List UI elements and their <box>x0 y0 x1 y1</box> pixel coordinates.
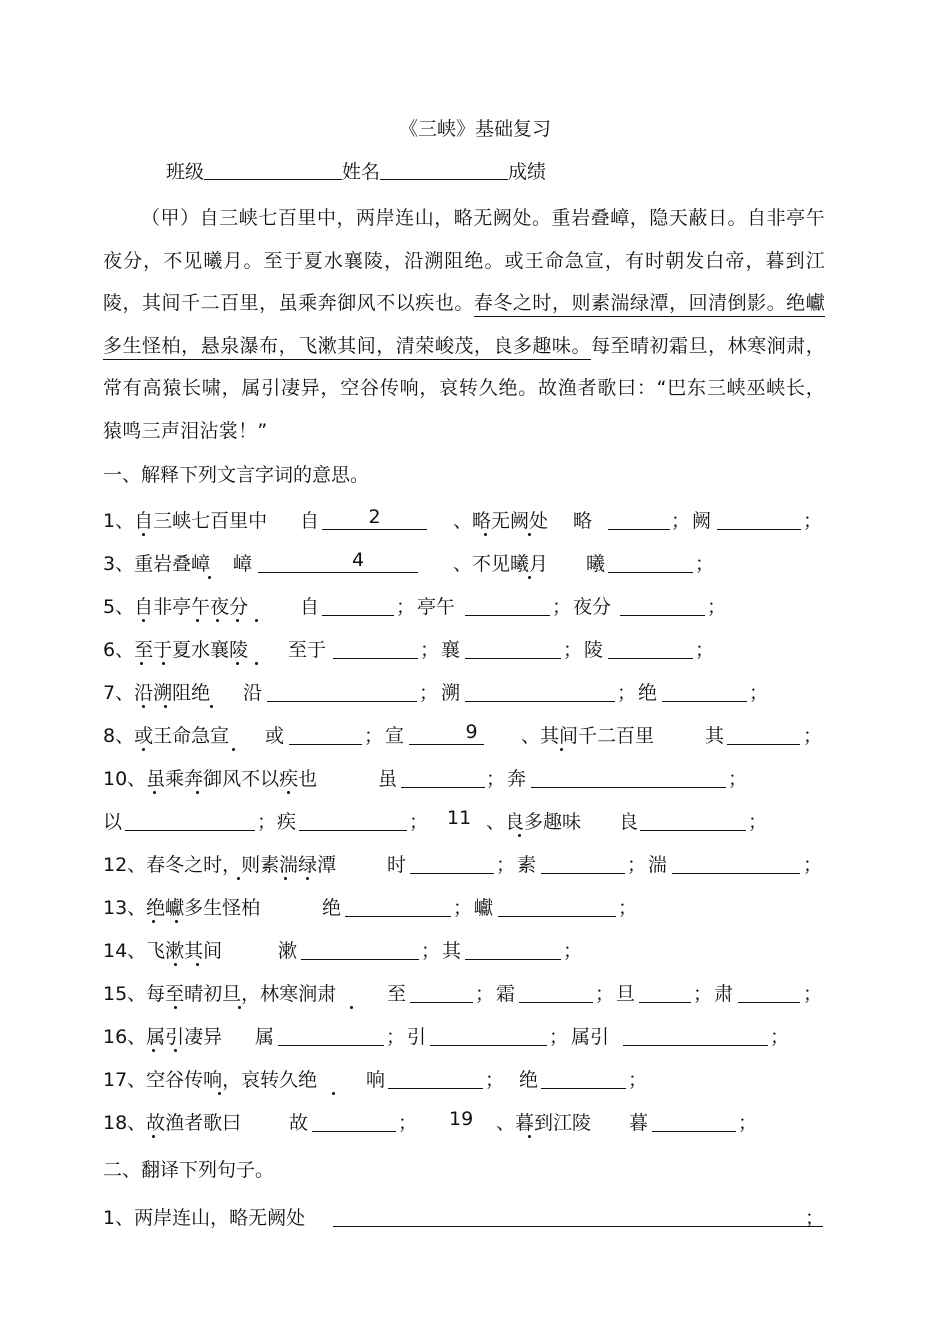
emphasis-dot <box>332 1092 335 1095</box>
separator: ； <box>803 983 823 1005</box>
question-text: 10、虽乘奔御风不以疾也 <box>103 768 318 790</box>
question-term: 其 <box>442 940 462 962</box>
class-label: 班级 <box>166 161 205 183</box>
separator: ； <box>618 897 638 919</box>
question-text: 、不见曦月 <box>453 553 549 575</box>
score-label: 成绩 <box>508 161 547 183</box>
emphasis-dot <box>174 1049 177 1052</box>
answer-blank[interactable] <box>717 506 801 530</box>
question-term: 良 <box>619 811 639 833</box>
question-term: 略 <box>573 510 593 532</box>
answer-blank[interactable] <box>531 764 726 788</box>
question-term: 绝 <box>322 897 342 919</box>
answer-blank[interactable] <box>640 807 746 831</box>
answer-blank[interactable] <box>430 1022 547 1046</box>
emphasis-dot <box>196 963 199 966</box>
translation-answer-blank[interactable] <box>333 1203 823 1227</box>
separator: ； <box>628 1069 648 1091</box>
separator: ； <box>364 725 384 747</box>
separator: ； <box>563 639 583 661</box>
separator: ； <box>805 1207 825 1229</box>
answer-blank[interactable] <box>289 721 362 745</box>
question-text: 8、或王命急宣 <box>103 725 230 747</box>
question-term: 或 <box>265 725 285 747</box>
question-term: 引 <box>407 1026 427 1048</box>
student-info-line <box>166 157 546 184</box>
answer-blank[interactable] <box>652 1108 736 1132</box>
question-number: 9 <box>465 721 478 743</box>
separator: ； <box>749 682 769 704</box>
emphasis-dot <box>518 834 521 837</box>
separator: ； <box>552 596 572 618</box>
separator: ； <box>563 940 583 962</box>
separator: ； <box>693 983 713 1005</box>
answer-blank[interactable] <box>623 1022 768 1046</box>
emphasis-dot <box>238 1006 241 1009</box>
question-term: 时 <box>387 854 407 876</box>
question-text: 15、每至晴初旦，林寒涧肃 <box>103 983 337 1005</box>
separator: ； <box>671 510 691 532</box>
answer-blank[interactable] <box>639 979 691 1003</box>
emphasis-dot <box>175 920 178 923</box>
name-label: 姓名 <box>342 161 381 183</box>
question-number: 2 <box>368 506 381 528</box>
answer-blank[interactable] <box>125 807 255 831</box>
separator: ； <box>728 768 748 790</box>
question-term: 至于 <box>288 639 327 661</box>
question-term: 绝 <box>638 682 658 704</box>
separator: ； <box>695 553 715 575</box>
answer-blank[interactable] <box>465 592 550 616</box>
answer-blank[interactable] <box>410 850 494 874</box>
question-text: 、略无阙处 <box>453 510 549 532</box>
question-term: 以 <box>103 811 123 833</box>
question-term: 响 <box>366 1069 386 1091</box>
separator: ； <box>421 940 441 962</box>
separator: ； <box>496 854 516 876</box>
question-term: 陵 <box>584 639 604 661</box>
emphasis-dot <box>152 1049 155 1052</box>
emphasis-dot <box>560 748 563 751</box>
question-text: 7、沿溯阻绝 <box>103 682 211 704</box>
answer-blank[interactable] <box>301 936 419 960</box>
question-term: 襄 <box>441 639 461 661</box>
emphasis-dot <box>287 791 290 794</box>
question-term: 绝 <box>519 1069 539 1091</box>
answer-blank[interactable] <box>278 1022 384 1046</box>
question-text: 、其间千二百里 <box>521 725 655 747</box>
answer-blank[interactable] <box>519 979 593 1003</box>
question-text: 1、自三峡七百里中 <box>103 510 268 532</box>
section-1-heading: 一、解释下列文言字词的意思。 <box>103 464 370 486</box>
answer-blank[interactable] <box>498 893 616 917</box>
answer-blank[interactable] <box>541 1065 626 1089</box>
question-term: 漱 <box>278 940 298 962</box>
emphasis-dot <box>216 619 219 622</box>
emphasis-dot <box>152 920 155 923</box>
question-term: 虽 <box>378 768 398 790</box>
question-term: 其 <box>705 725 725 747</box>
emphasis-dot <box>140 662 143 665</box>
question-term: 宣 <box>385 725 405 747</box>
answer-blank[interactable] <box>672 850 800 874</box>
separator: ； <box>419 682 439 704</box>
answer-blank[interactable] <box>333 635 418 659</box>
emphasis-dot <box>528 1135 531 1138</box>
question-text: 18、故渔者歌曰 <box>103 1112 242 1134</box>
passage-text-b: 每至晴初霜旦，林寒涧肃，常有高猿长啸，属引凄异，空谷传响，哀转久绝。故渔者歌曰：“巴东三峡巫峡长，猿鸣三声泪沾裳！” <box>103 334 825 442</box>
separator: ； <box>707 596 727 618</box>
question-term: 自 <box>300 510 320 532</box>
separator: ； <box>738 1112 758 1134</box>
question-term: 疾 <box>277 811 297 833</box>
emphasis-dot <box>528 576 531 579</box>
question-term: 曦 <box>586 553 606 575</box>
answer-blank[interactable] <box>738 979 800 1003</box>
answer-blank[interactable] <box>465 635 561 659</box>
separator: ； <box>803 725 823 747</box>
emphasis-dot <box>196 619 199 622</box>
emphasis-dot <box>142 748 145 751</box>
class-field[interactable] <box>204 161 342 180</box>
answer-blank[interactable] <box>322 592 394 616</box>
question-term: 湍 <box>648 854 668 876</box>
separator: ； <box>695 639 715 661</box>
emphasis-dot <box>484 533 487 536</box>
answer-blank[interactable] <box>401 764 485 788</box>
emphasis-dot <box>174 963 177 966</box>
question-number: 19 <box>449 1108 474 1130</box>
separator: ； <box>595 983 615 1005</box>
question-term: 至 <box>387 983 407 1005</box>
emphasis-dot <box>208 576 211 579</box>
question-term: 嶂 <box>233 553 253 575</box>
section-2-heading: 二、翻译下列句子。 <box>103 1159 275 1181</box>
emphasis-dot <box>152 1135 155 1138</box>
separator: ； <box>748 811 768 833</box>
emphasis-dot <box>232 748 235 751</box>
separator: ； <box>617 682 637 704</box>
separator: ； <box>398 1112 418 1134</box>
answer-blank[interactable] <box>620 592 705 616</box>
question-text: 5、自非亭午夜分 <box>103 596 249 618</box>
question-text: 14、飞漱其间 <box>103 940 223 962</box>
passage <box>103 197 825 452</box>
question-text: 、暮到江陵 <box>496 1112 592 1134</box>
emphasis-dot <box>142 705 145 708</box>
emphasis-dot <box>210 705 213 708</box>
passage-text-underlined: 春冬之时，则素湍绿潭，回清倒影。绝巘多生怪柏，悬泉瀑布，飞漱其间，清荣峻茂，良多趣味。 <box>103 292 826 357</box>
question-term: 阙 <box>692 510 712 532</box>
passage-label: （甲） <box>141 207 200 229</box>
separator: ； <box>485 1069 505 1091</box>
separator: ； <box>486 768 506 790</box>
question-term: 属 <box>255 1026 275 1048</box>
separator: ； <box>475 983 495 1005</box>
separator: ； <box>770 1026 790 1048</box>
question-term: 霜 <box>496 983 516 1005</box>
question-text: 12、春冬之时，则素湍绿潭 <box>103 854 337 876</box>
answer-blank[interactable] <box>410 979 473 1003</box>
emphasis-dot <box>255 619 258 622</box>
name-field[interactable] <box>380 161 508 180</box>
separator: ； <box>627 854 647 876</box>
emphasis-dot <box>164 705 167 708</box>
emphasis-dot <box>162 662 165 665</box>
question-term: 巘 <box>474 897 494 919</box>
emphasis-dot <box>528 533 531 536</box>
separator: ； <box>453 897 473 919</box>
separator: ； <box>409 811 429 833</box>
answer-blank[interactable] <box>299 807 407 831</box>
answer-blank[interactable] <box>388 1065 483 1089</box>
emphasis-dot <box>236 662 239 665</box>
answer-blank[interactable] <box>465 936 561 960</box>
answer-blank[interactable] <box>465 678 615 702</box>
separator: ； <box>549 1026 569 1048</box>
question-text: 6、至于夏水襄陵 <box>103 639 249 661</box>
answer-blank[interactable] <box>267 678 417 702</box>
emphasis-dot <box>236 619 239 622</box>
emphasis-dot <box>142 533 145 536</box>
question-term: 夜分 <box>573 596 612 618</box>
emphasis-dot <box>350 1006 353 1009</box>
question-term: 素 <box>517 854 537 876</box>
separator: ； <box>386 1026 406 1048</box>
question-number: 11 <box>447 807 472 829</box>
separator: ； <box>257 811 277 833</box>
translation-text: 1、两岸连山，略无阙处 <box>103 1207 306 1229</box>
question-number: 4 <box>351 549 365 571</box>
question-text: 、良多趣味 <box>486 811 582 833</box>
emphasis-dot <box>306 877 309 880</box>
separator: ； <box>396 596 416 618</box>
question-term: 故 <box>289 1112 309 1134</box>
emphasis-dot <box>196 791 199 794</box>
question-text: 13、绝巘多生怪柏 <box>103 897 261 919</box>
answer-blank[interactable] <box>608 506 670 530</box>
separator: ； <box>803 854 823 876</box>
question-term: 溯 <box>441 682 461 704</box>
emphasis-dot <box>142 619 145 622</box>
answer-blank[interactable] <box>608 635 693 659</box>
emphasis-dot <box>174 1006 177 1009</box>
question-text: 17、空谷传响，哀转久绝 <box>103 1069 318 1091</box>
question-term: 亭午 <box>417 596 456 618</box>
emphasis-dot <box>153 791 156 794</box>
answer-blank[interactable] <box>662 678 747 702</box>
question-term: 自 <box>300 596 320 618</box>
question-term: 属引 <box>571 1026 610 1048</box>
emphasis-dot <box>237 877 240 880</box>
question-term: 肃 <box>714 983 734 1005</box>
answer-blank[interactable] <box>312 1108 396 1132</box>
question-text: 3、重岩叠嶂 <box>103 553 211 575</box>
separator: ； <box>420 639 440 661</box>
question-term: 旦 <box>616 983 636 1005</box>
question-text: 16、属引凄异 <box>103 1026 223 1048</box>
passage-text-a: 自三峡七百里中，两岸连山，略无阙处。重岩叠嶂，隐天蔽日。自非亭午夜分，不见曦月。至于夏水襄陵，沿溯阻绝。或王命急宣，有时朝发白帝，暮到江陵，其间千二百里，虽乘奔御风不以疾也。 <box>103 207 825 314</box>
answer-blank[interactable] <box>608 549 693 573</box>
emphasis-dot <box>284 877 287 880</box>
answer-blank[interactable] <box>345 893 451 917</box>
separator: ； <box>803 510 823 532</box>
question-term: 暮 <box>629 1112 649 1134</box>
answer-blank[interactable] <box>541 850 625 874</box>
emphasis-dot <box>255 662 258 665</box>
answer-blank[interactable] <box>727 721 800 745</box>
emphasis-dot <box>218 1092 221 1095</box>
question-term: 沿 <box>243 682 263 704</box>
question-term: 奔 <box>507 768 527 790</box>
page-title: 《三峡》基础复习 <box>398 118 551 140</box>
